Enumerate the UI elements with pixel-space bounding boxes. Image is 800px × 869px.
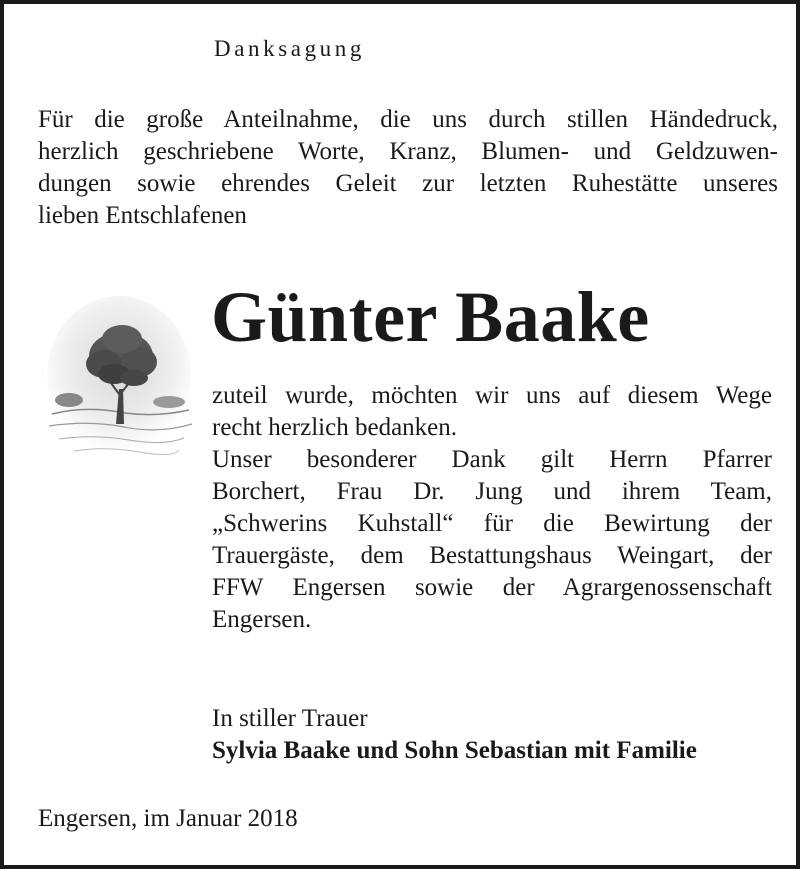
- closing-phrase: In stiller Trauer: [212, 705, 368, 732]
- tree-sketch-icon: [44, 294, 194, 464]
- signature: Sylvia Baake und Sohn Sebastian mit Familie: [212, 737, 697, 764]
- intro-line: dungen sowie ehrendes Geleit zur letzten Ruhestätte unseres: [38, 170, 778, 197]
- intro-paragraph: [38, 104, 778, 232]
- body-line: zuteil wurde, möchten wir uns auf diesem Wege: [212, 382, 772, 409]
- notice-heading: Danksagung: [214, 36, 365, 61]
- intro-line: herzlich geschriebene Worte, Kranz, Blumen- und Geldzuwen-: [38, 138, 778, 165]
- intro-line: Für die große Anteilnahme, die uns durch stillen Händedruck,: [38, 106, 778, 133]
- body-line: Borchert, Frau Dr. Jung und ihrem Team,: [212, 478, 772, 505]
- body-line: Trauergäste, dem Bestattungshaus Weingart, der: [212, 542, 772, 569]
- thanks-paragraph: [212, 380, 772, 636]
- intro-line: lieben Entschlafenen: [38, 202, 247, 229]
- body-line: FFW Engersen sowie der Agrargenossenschaft: [212, 574, 772, 601]
- body-line: Unser besonderer Dank gilt Herrn Pfarrer: [212, 446, 772, 473]
- body-line: Engersen.: [212, 606, 312, 633]
- body-line: recht herzlich bedanken.: [212, 414, 458, 441]
- body-line: „Schwerins Kuhstall“ für die Bewirtung der: [212, 510, 772, 537]
- deceased-name: Günter Baake: [211, 277, 650, 357]
- place-date: Engersen, im Januar 2018: [38, 805, 298, 832]
